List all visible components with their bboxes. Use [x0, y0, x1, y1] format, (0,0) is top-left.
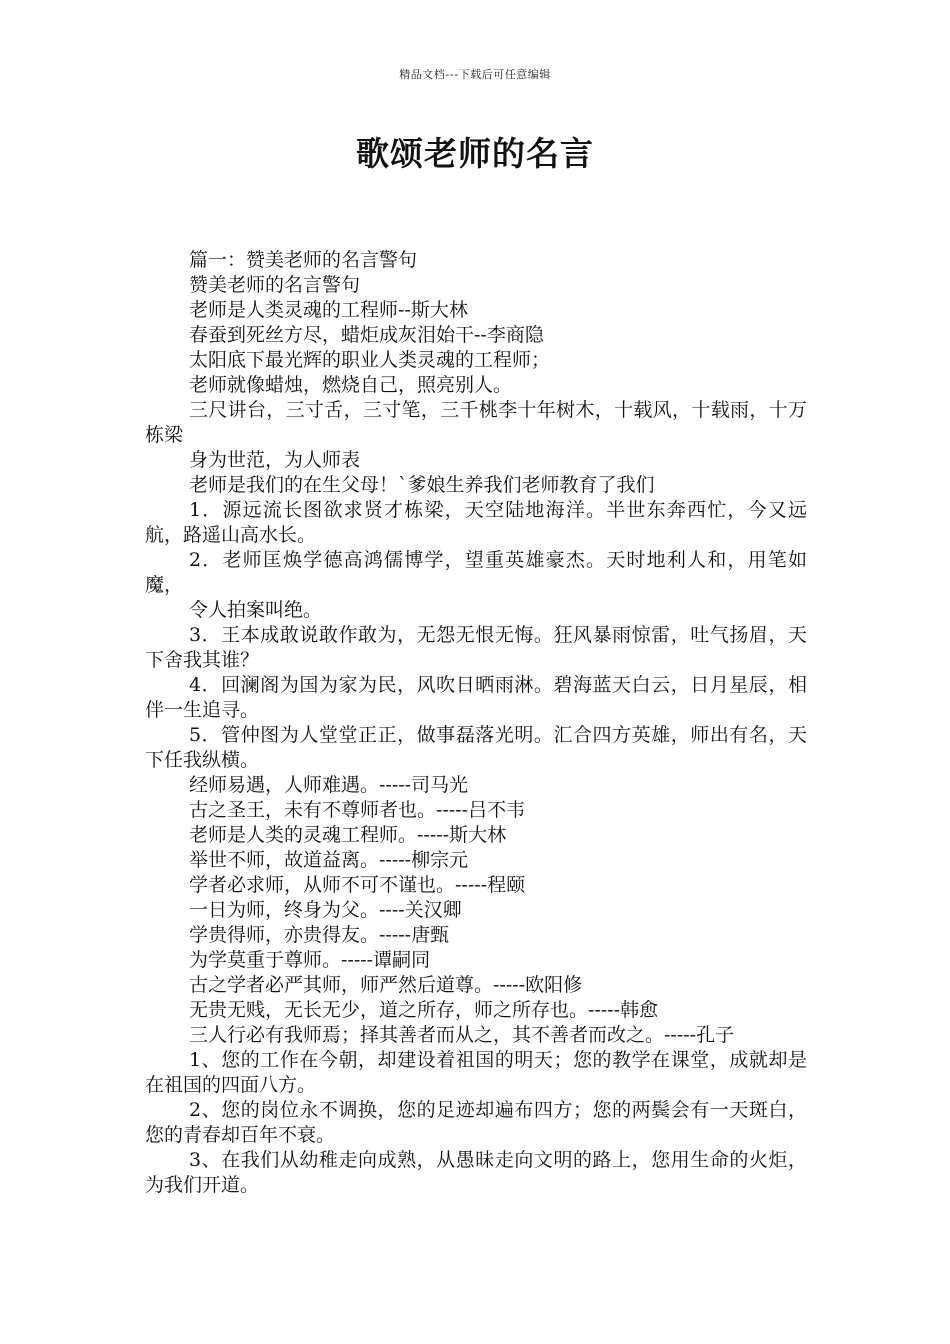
paragraph: 4．回澜阁为国为家为民，风吹日晒雨淋。碧海蓝天白云，日月星辰，相伴一生追寻。 [145, 674, 807, 721]
paragraph: 赞美老师的名言警句 [189, 274, 361, 296]
paragraph: 无贵无贱，无长无少，道之所存，师之所存也。-----韩愈 [189, 999, 659, 1021]
paragraph: 2、您的岗位永不调换，您的足迹却遍布四方；您的两鬓会有一天斑白，您的青春却百年不衰。 [145, 1099, 807, 1146]
page-title: 歌颂老师的名言 [356, 134, 594, 173]
paragraph: 1．源远流长图欲求贤才栋梁，天空陆地海洋。半世东奔西忙，今又远航，路遥山高水长。 [145, 499, 807, 546]
paragraph: 老师就像蜡烛，燃烧自己，照亮别人。 [189, 374, 513, 396]
paragraph: 身为世范，为人师表 [189, 449, 361, 471]
paragraph: 篇一：赞美老师的名言警句 [189, 249, 418, 271]
paragraph: 学者必求师，从师不可不谨也。-----程颐 [189, 874, 526, 896]
paragraph: 古之圣王，未有不尊师者也。-----吕不韦 [189, 799, 526, 821]
paragraph: 3．王本成敢说敢作敢为，无怨无恨无悔。狂风暴雨惊雷，吐气扬眉，天下舍我其谁？ [145, 624, 807, 671]
paragraph: 三人行必有我师焉；择其善者而从之，其不善者而改之。-----孔子 [189, 1024, 735, 1046]
paragraph: 春蚕到死丝方尽，蜡炬成灰泪始干--李商隐 [189, 324, 544, 346]
paragraph: 3、在我们从幼稚走向成熟，从愚昧走向文明的路上，您用生命的火炬，为我们开道。 [145, 1149, 807, 1196]
document-body [145, 248, 807, 1198]
paragraph: 学贵得师，亦贵得友。-----唐甄 [189, 924, 450, 946]
header-note: 精品文档---下载后可任意编辑 [399, 68, 551, 81]
paragraph: 举世不师，故道益离。-----柳宗元 [189, 849, 469, 871]
paragraph: 令人拍案叫绝。 [189, 599, 323, 621]
paragraph: 太阳底下最光辉的职业人类灵魂的工程师； [189, 349, 551, 371]
paragraph: 经师易遇，人师难遇。-----司马光 [189, 774, 469, 796]
paragraph: 一日为师，终身为父。----关汉卿 [189, 899, 462, 921]
paragraph: 老师是人类的灵魂工程师。-----斯大林 [189, 824, 507, 846]
paragraph: 2．老师匡焕学德高鸿儒博学，望重英雄豪杰。天时地利人和，用笔如魔， [145, 549, 807, 596]
paragraph: 1、您的工作在今朝，却建设着祖国的明天；您的教学在课堂，成就却是在祖国的四面八方。 [145, 1049, 807, 1096]
paragraph: 三尺讲台，三寸舌，三寸笔，三千桃李十年树木，十载风，十载雨，十万栋梁 [145, 399, 807, 446]
paragraph: 老师是人类灵魂的工程师--斯大林 [189, 299, 468, 321]
paragraph: 5．管仲图为人堂堂正正，做事磊落光明。汇合四方英雄，师出有名，天下任我纵横。 [145, 724, 807, 771]
paragraph: 古之学者必严其师，师严然后道尊。-----欧阳修 [189, 974, 583, 996]
paragraph: 老师是我们的在生父母！`爹娘生养我们老师教育了我们 [189, 474, 655, 496]
paragraph: 为学莫重于尊师。-----谭嗣同 [189, 949, 431, 971]
